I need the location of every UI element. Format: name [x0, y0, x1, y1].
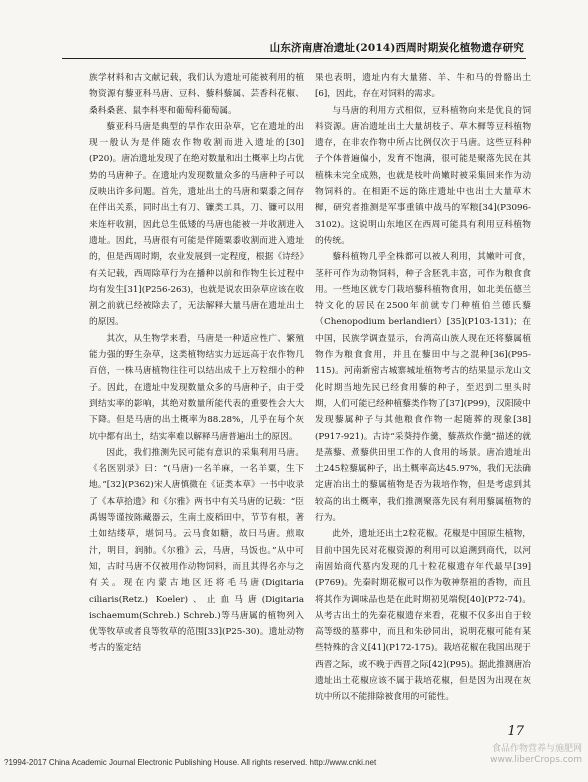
paragraph: 此外，遗址还出土2粒花椒。花椒是中国原生植物，目前中国先民对花椒资源的利用可以追溯到商代，以河南固始商代墓内发现的几十粒花椒遗存年代最早[39](P769)。先秦时期花椒可以作为敬神祭祖的香物，而且将其作为调味品也是在此时期初见端倪[40](P72-74)。从考古出土的先秦花椒遗存来看，花椒不仅多出自于较高等级的墓葬中，而且和朱砂同出，说明花椒可能有某些特殊的含义[41](P172-175)。栽培花椒在我国出现于西晋之际，或不晚于西晋之际[42](P95)。据此推测唐冶遗址出土花椒应该不属于栽培花椒，但是因为出现在灰坑中所以不能排除被食用的可能性。 — [315, 529, 531, 703]
running-title: 山东济南唐冶遗址(2014)西周时期炭化植物遗存研究 — [269, 42, 524, 54]
paragraph: 族学材料和古文献记载，我们认为遗址可能被利用的植物资源有藜亚科马唐、豆科、藜科藜属、芸香科花椒、桑科桑葚、鼠李科枣和葡萄科葡萄属。 — [89, 73, 304, 116]
right-column — [315, 70, 531, 706]
left-column — [89, 70, 304, 657]
paragraph: 与马唐的利用方式相似，豆科植物向来是优良的饲料资源。唐冶遗址出土大量胡枝子、草木樨等豆科植物遗存，在非农作物中所占比例仅次于马唐。这些豆科种子个体普遍偏小，发育不饱满，很可能是聚落先民在其植株未完全成熟，也就是枝叶尚嫩时被采集回来作为动物饲料的。在相距不远的陈庄遗址中也出土大量草木樨，研究者推测是军事重镇中战马的军粮[34](P3096-3102)。这说明山东地区在西周可能具有利用豆科植物的传统。 — [315, 105, 531, 246]
header-rule — [62, 58, 526, 59]
copyright-notice: ?1994-2017 China Academic Journal Electronic Publishing House. All rights reserved. http://www.cnki.net — [4, 758, 377, 767]
paragraph: 果也表明，遗址内有大量猪、羊、牛和马的骨骼出土[6]，因此，存在对饲料的需求。 — [315, 73, 531, 100]
watermark-line-2: www.liberCrops.com — [490, 755, 582, 765]
watermark-line-1: 食品作物营养与施肥网 — [491, 744, 582, 754]
paragraph: 因此，我们推测先民可能有意识的采集利用马唐。《名医别录》曰：“(马唐)一名羊麻，一名羊粟，生下地。”[32](P362)宋人唐慎微在《证类本草》一书中收录了《本草拾遗》和《尔雅》两书中有关马唐的记载：“臣禹锡等谨按陈藏器云，生南土废稻田中，节节有根，著土如结缕草，堪饲马。云马食如糖，故曰马唐。煎取汁，明目，润肺。《尔雅》云，马唐，马饭也。”从中可知，古时马唐不仅被用作动物饲料，而且其得名亦与之有关。现在内蒙古地区还将毛马唐(Digitaria ciliaris(Retz.) Koeler)、止血马唐(Digitaria ischaemum(Schreb.) Schreb.)等马唐属的植物列入优等牧草或者良等牧草的范围[33](P25-30)。遗址动物考古的鉴定结 — [89, 447, 304, 654]
paragraph: 藜科植物几乎全株都可以被人利用，其嫩叶可食，茎秆可作为动物饲料，种子含胚乳丰富，可作为粮食食用。一些地区就专门栽培藜科植物食用，如北美伍德兰特文化的居民在2500年前就专门种植伯兰德氏藜（Chenopodium berlandieri）[35](P103-131)；在中国，民族学调查显示，台湾高山族人现在还将藜属植物作为粮食食用，并且在藜田中与之混种[36](P95-115)。河南新密古城寨城址植物考古的结果显示龙山文化时期当地先民已经食用藜的种子，至迟到二里头时期，人们可能已经种植藜类作物了[37](P99)，汉阳陵中发现藜属种子与其他粮食作物一起随葬的现象[38](P917-921)。古诗“采葵持作羹，藜蒸炊作羹”描述的就是蒸藜、煮藜供田里工作的人食用的场景。唐冶遗址出土245粒藜属种子，出土概率高达45.97%，我们无法确定唐冶出土的藜属植物是否为栽培作物，但是考虑到其较高的出土概率，我们推测聚落先民有利用藜属植物的行为。 — [315, 252, 531, 524]
paragraph: 其次，从生物学来看，马唐是一种适应性广、繁殖能力强的野生杂草，这类植物结实力远远高于农作物几百倍，一株马唐植物往往可以结出成千上万粒细小的种子。因此，在遗址中发现数量众多的马唐种子，由于受到结实率的影响，其绝对数量所能代表的重要性会大大下降。但是马唐的出土概率为88.28%，几乎在每个灰坑中都有出土，结实率难以解释马唐普遍出土的原因。 — [89, 333, 304, 442]
page-header — [0, 0, 588, 62]
page-number: 17 — [507, 724, 524, 739]
paragraph: 藜亚科马唐是典型的旱作农田杂草，它在遗址的出现一般认为是伴随农作物收割而进入遗址的[30](P20)。唐冶遗址发现了在绝对数量和出土概率上均占优势的马唐种子。在遗址内发现数量众多的马唐种子可以反映出许多问题。首先，遗址出土的马唐和粟黍之间存在伴出关系，同时出土有刀、镰类工具，刀、镰可以用来连杆收割，因此总生低矮的马唐也能被一并收割进入遗址。因此，马唐很有可能是伴随粟黍收割而进入遗址的，但是西周时期，农业发展到一定程度，根据《诗经》有关记载，西周除草行为在播种以前和作物生长过程中均有发生[31](P256-263)，也就是说农田杂草应该在收割之前就已经被除去了，无法解释大量马唐在遗址出土的原因。 — [89, 121, 304, 328]
